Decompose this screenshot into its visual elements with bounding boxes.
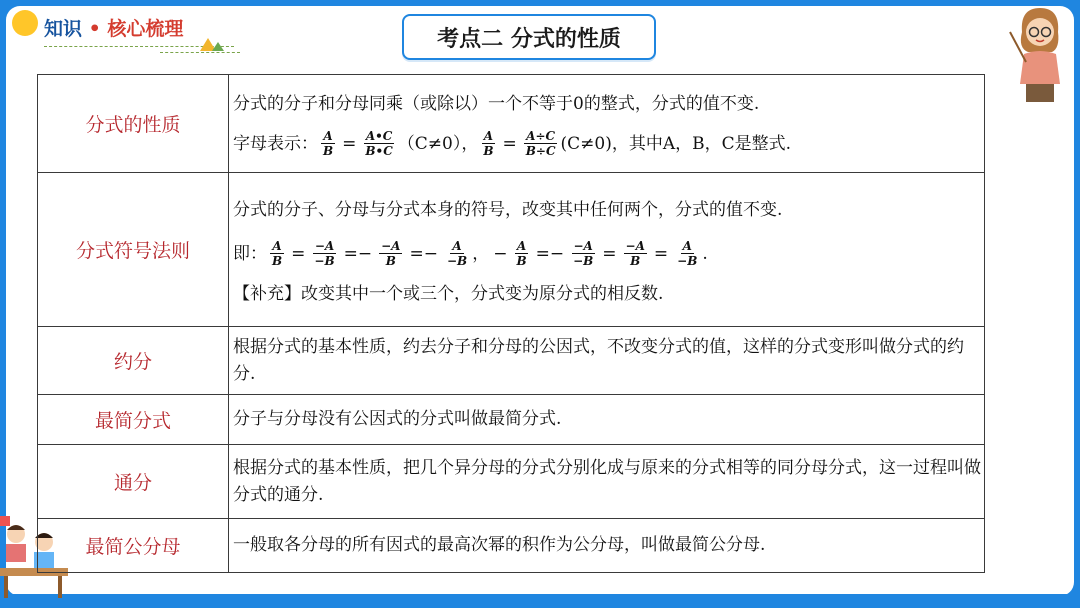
tag-part2: • 核心梳理 xyxy=(88,18,184,40)
tag-underline-short xyxy=(160,52,240,53)
properties-table xyxy=(37,74,985,573)
fraction: $\frac{A\div C}{B\div C}$ xyxy=(525,129,556,158)
definition-cell xyxy=(229,519,985,573)
table-row xyxy=(38,75,985,173)
definition-cell xyxy=(229,327,985,395)
condition-text: （C≠0）， xyxy=(397,133,479,154)
text-line: 分式的分子、分母与分式本身的符号，改变其中任何两个，分式的值不变. xyxy=(233,199,783,220)
condition-text: (C≠0)，其中A，B，C是整式. xyxy=(560,133,792,154)
supplement-line: 【补充】改变其中一个或三个，分式变为原分式的相反数. xyxy=(233,283,664,304)
text-line: 分式的分子和分母同乘（或除以）一个不等于0的整式，分式的值不变. xyxy=(233,93,760,114)
definition-cell xyxy=(229,75,985,173)
tag-part1: 知识 xyxy=(44,18,83,40)
term-cell: 通分 xyxy=(38,445,229,519)
table-row xyxy=(38,519,985,573)
table-row xyxy=(38,173,985,327)
fraction: $\frac{A•C}{B•C}$ xyxy=(365,129,393,158)
definition-cell xyxy=(229,395,985,445)
text-paragraph: 一般取各分母的所有因式的最高次幂的积作为公分母，叫做最简公分母. xyxy=(233,535,766,555)
term-cell: 分式符号法则 xyxy=(38,173,229,327)
table-row xyxy=(38,327,985,395)
section-tag xyxy=(44,14,183,41)
definition-cell xyxy=(229,445,985,519)
triangle-icon-small xyxy=(212,42,224,51)
text-paragraph: 分子与分母没有公因式的分式叫做最简分式. xyxy=(233,409,562,429)
fraction: $\frac{A}{B}$ xyxy=(323,129,334,158)
definition-cell xyxy=(229,173,985,327)
table-row xyxy=(38,445,985,519)
teacher-illustration-icon xyxy=(1006,2,1072,106)
term-cell: 分式的性质 xyxy=(38,75,229,173)
term-cell: 约分 xyxy=(38,327,229,395)
bottom-bar xyxy=(0,594,1080,608)
formula-line: 即： $\frac{A}{B}$ = $\frac{-A}{-B}$ =− $\frac{-A}{B}$ =− $\frac{A}{-B}$ ， − $\frac{A}{B}$ =− $\frac{-A}{-B}$ = $\frac{-A}{B}$ = $\frac{A}{-B}$ . xyxy=(233,239,708,268)
formula-prefix: 即： xyxy=(233,243,267,264)
formula-prefix: 字母表示： xyxy=(233,133,318,154)
table-row xyxy=(38,395,985,445)
text-paragraph: 根据分式的基本性质，把几个异分母的分式分别化成与原来的分式相等的同分母分式，这一过程叫做分式的通分. xyxy=(233,457,981,505)
term-cell: 最简分式 xyxy=(38,395,229,445)
sun-icon xyxy=(12,10,38,36)
fraction: $\frac{A}{B}$ xyxy=(483,129,494,158)
formula-line: 字母表示： $\frac{A}{B}$ = $\frac{A•C}{B•C}$ （C≠0）， $\frac{A}{B}$ = $\frac{A\div C}{B\div C}$ (C≠0)，其中A，B，C是整式. xyxy=(233,129,792,158)
text-paragraph: 根据分式的基本性质，约去分子和分母的公因式，不改变分式的值，这样的分式变形叫做分式的约分. xyxy=(233,336,964,384)
term-cell: 最简公分母 xyxy=(38,519,229,573)
page-title: 考点二 分式的性质 xyxy=(402,14,656,60)
